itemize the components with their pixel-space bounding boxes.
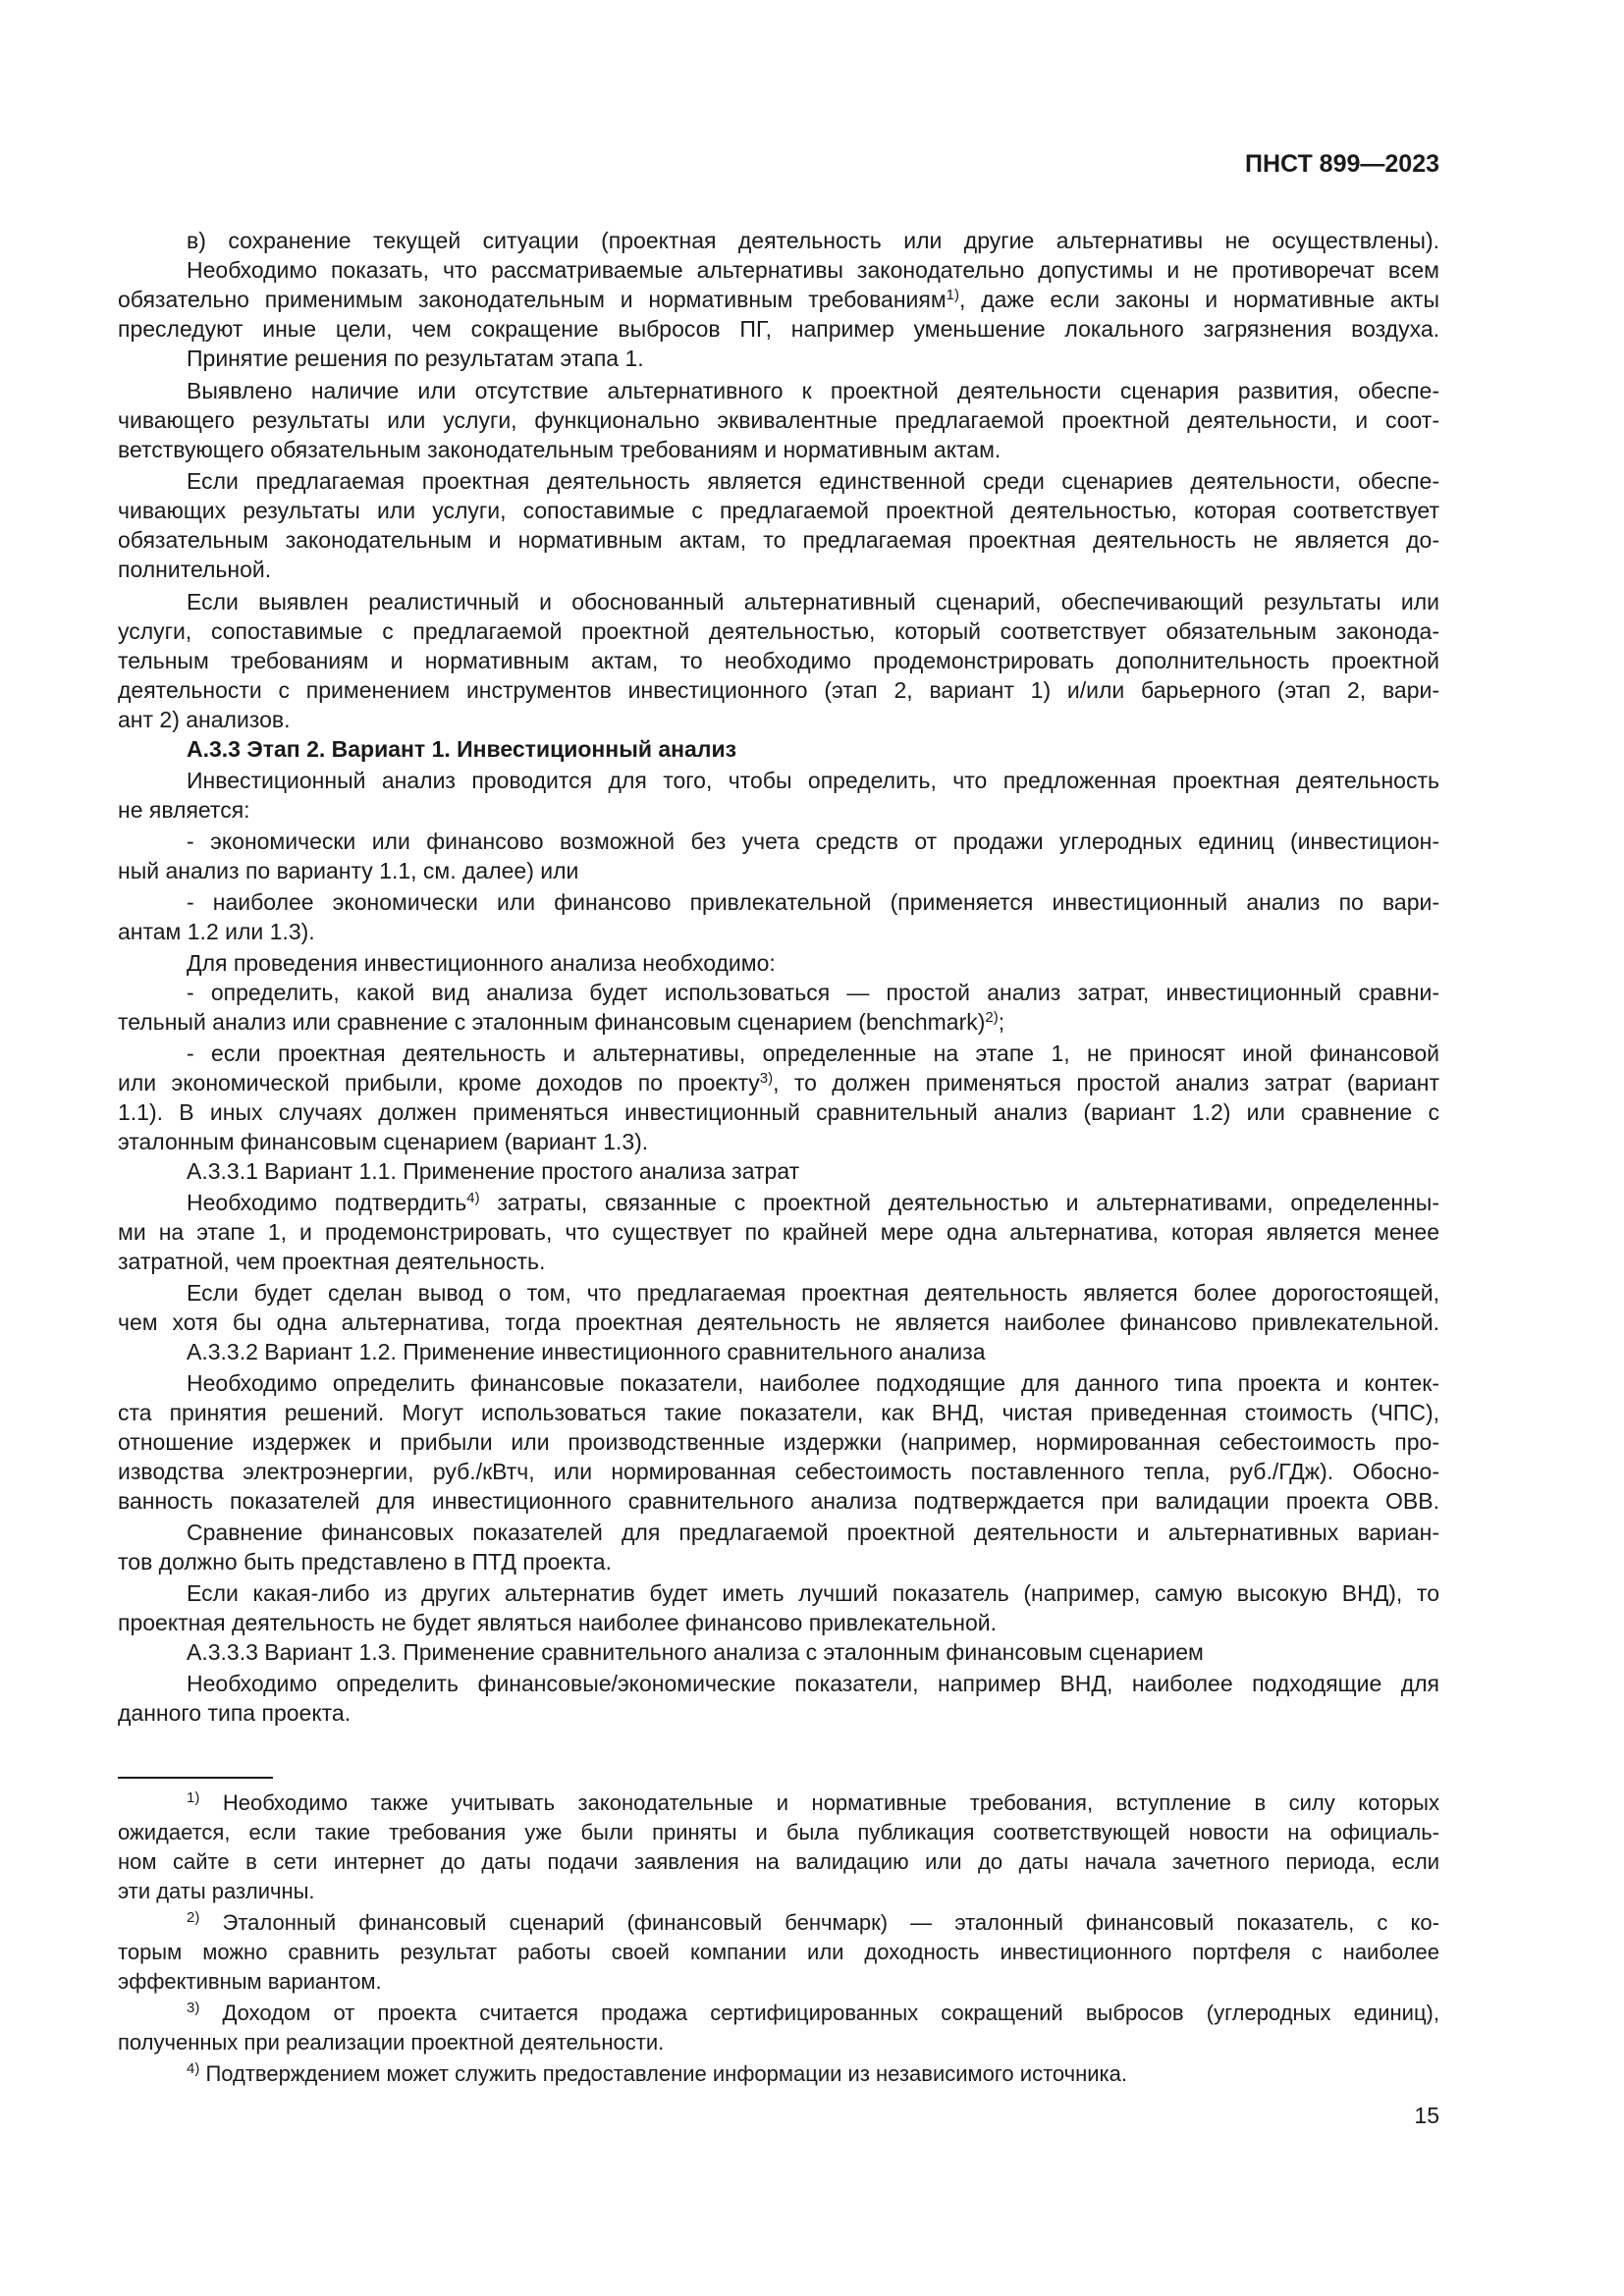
footnote-mark: 2) bbox=[187, 1909, 200, 1926]
text-line: Принятие решения по результатам этапа 1. bbox=[187, 346, 644, 371]
text-line: Если будет сделан вывод о том, что предлагаемая проектная деятельность является более дорогостоящей, bbox=[187, 1280, 1439, 1306]
text-line: проектная деятельность не будет являться наиболее финансово привлекательной. bbox=[118, 1610, 997, 1635]
footnote-line: эти даты различны. bbox=[118, 1879, 315, 1903]
text-span: или экономической прибыли, кроме доходов по проекту bbox=[118, 1070, 760, 1095]
subsection-heading: А.3.3.1 Вариант 1.1. Применение простого анализа затрат bbox=[187, 1158, 800, 1184]
text-line: услуги, сопоставимые с предлагаемой проектной деятельностью, который соответствует обязательным законода- bbox=[118, 618, 1439, 644]
text-line: обязательным законодательным и нормативным актам, то предлагаемая проектная деятельность не является до- bbox=[118, 527, 1439, 553]
text-line: Инвестиционный анализ проводится для того, чтобы определить, что предложенная проектная деятельность bbox=[187, 768, 1439, 793]
text-span: Необходимо подтвердить bbox=[187, 1190, 467, 1215]
footnote-ref: 3) bbox=[759, 1070, 774, 1087]
footnote-line bbox=[187, 1789, 1439, 1818]
footnote-separator bbox=[118, 1777, 273, 1779]
text-line: - экономически или финансово возможной без учета средств от продажи углеродных единиц (инвестицион- bbox=[187, 828, 1439, 854]
text-line: Сравнение финансовых показателей для предлагаемой проектной деятельности и альтернативных вариан- bbox=[187, 1520, 1439, 1545]
footnote-ref: 4) bbox=[466, 1190, 480, 1206]
footnote-line bbox=[187, 2059, 1439, 2089]
text-span: обязательно применимым законодательным и нормативным требованиям bbox=[118, 287, 947, 312]
footnote-mark: 1) bbox=[187, 1789, 200, 1806]
text-span: Доходом от проекта считается продажа сертифицированных сокращений выбросов (углеродных единиц), bbox=[199, 2001, 1439, 2025]
footnote-mark: 3) bbox=[187, 2000, 200, 2016]
text-line: - наиболее экономически или финансово привлекательной (применяется инвестиционный анализ по вари- bbox=[187, 889, 1439, 915]
text-line: в) сохранение текущей ситуации (проектная деятельность или другие альтернативы не осуществлены). bbox=[187, 228, 1439, 253]
footnote-line bbox=[187, 1908, 1439, 1938]
text-line: затратной, чем проектная деятельность. bbox=[118, 1249, 546, 1274]
text-line: данного типа проекта. bbox=[118, 1700, 352, 1726]
text-line: Необходимо определить финансовые показатели, наиболее подходящие для данного типа проекта и контек- bbox=[187, 1370, 1439, 1396]
text-span: Необходимо также учитывать законодательные и нормативные требования, вступление в силу которых bbox=[199, 1790, 1439, 1815]
subsection-heading: А.3.3.3 Вариант 1.3. Применение сравнительного анализа с эталонным финансовым сценарием bbox=[187, 1639, 1204, 1665]
text-line: - определить, какой вид анализа будет использоваться — простой анализ затрат, инвестиционный сравни- bbox=[187, 980, 1439, 1005]
footnote-ref: 1) bbox=[946, 287, 959, 303]
footnote-line: полученных при реализации проектной деятельности. bbox=[118, 2030, 665, 2055]
text-line: - если проектная деятельность и альтернативы, определенные на этапе 1, не приносят иной финансовой bbox=[187, 1041, 1439, 1066]
text-line: Если выявлен реалистичный и обоснованный альтернативный сценарий, обеспечивающий результаты или bbox=[187, 589, 1439, 614]
text-line: не является: bbox=[118, 797, 250, 823]
text-span: , даже если законы и нормативные акты bbox=[958, 287, 1439, 312]
page-number: 15 bbox=[1414, 2103, 1439, 2128]
text-line: ный анализ по варианту 1.1, см. далее) или bbox=[118, 858, 579, 883]
text-span: затраты, связанные с проектной деятельностью и альтернативами, определенны- bbox=[479, 1190, 1439, 1215]
text-span: тельный анализ или сравнение с эталонным финансовым сценарием (benchmark) bbox=[118, 1009, 986, 1035]
text-line bbox=[118, 1068, 1439, 1097]
text-line: изводства электроэнергии, руб./кВтч, или нормированная себестоимость поставленного тепла, руб./ГДж). Обосно- bbox=[118, 1459, 1439, 1484]
footnote-line: эффективным вариантом. bbox=[118, 1969, 382, 1994]
footnote-ref: 2) bbox=[985, 1009, 999, 1026]
text-line: чивающего результаты или услуги, функционально эквивалентные предлагаемой проектной деятельности, и соот- bbox=[118, 407, 1439, 433]
footnote-line: торым можно сравнить результат работы своей компании или доходность инвестиционного портфеля с наиболее bbox=[118, 1940, 1439, 1964]
section-heading: А.3.3 Этап 2. Вариант 1. Инвестиционный анализ bbox=[187, 736, 737, 762]
text-line: антам 1.2 или 1.3). bbox=[118, 919, 315, 944]
text-line: Если предлагаемая проектная деятельность является единственной среди сценариев деятельности, обеспе- bbox=[187, 468, 1439, 494]
footnote-line bbox=[187, 1999, 1439, 2028]
text-span: Подтверждением может служить предоставление информации из независимого источника. bbox=[199, 2061, 1128, 2086]
footnote-mark: 4) bbox=[187, 2060, 200, 2077]
text-line bbox=[118, 285, 1439, 314]
text-line: Необходимо определить финансовые/экономические показатели, например ВНД, наиболее подходящие для bbox=[187, 1671, 1439, 1696]
text-line: ванность показателей для инвестиционного сравнительного анализа подтверждается при валидации проекта ОВВ. bbox=[118, 1488, 1439, 1514]
text-line: 1.1). В иных случаях должен применяться инвестиционный сравнительный анализ (вариант 1.2) или сравнение с bbox=[118, 1099, 1439, 1125]
text-line: чивающих результаты или услуги, сопоставимые с предлагаемой проектной деятельностью, которая соответствует bbox=[118, 498, 1439, 523]
text-span: Эталонный финансовый сценарий (финансовый бенчмарк) — эталонный финансовый показатель, с ко- bbox=[199, 1910, 1439, 1935]
text-line bbox=[118, 1007, 1439, 1037]
text-line: деятельности с применением инструментов инвестиционного (этап 2, вариант 1) и/или барьерного (этап 2, вари- bbox=[118, 677, 1439, 703]
text-line: эталонным финансовым сценарием (вариант 1.3). bbox=[118, 1129, 649, 1154]
text-line: тельным требованиям и нормативным актам, то необходимо продемонстрировать дополнительность проектной bbox=[118, 648, 1439, 673]
text-line: отношение издержек и прибыли или производственные издержки (например, нормированная себестоимость про- bbox=[118, 1429, 1439, 1455]
text-span: , то должен применяться простой анализ затрат (вариант bbox=[773, 1070, 1439, 1095]
footnote-line: ожидается, если такие требования уже были приняты и была публикация соответствующей новости на официаль- bbox=[118, 1820, 1439, 1844]
footnote-line: ном сайте в сети интернет до даты подачи заявления на валидацию или до даты начала зачетного периода, если bbox=[118, 1849, 1439, 1874]
text-line: Для проведения инвестиционного анализа необходимо: bbox=[187, 950, 776, 976]
text-line: Если какая-либо из других альтернатив будет иметь лучший показатель (например, самую высокую ВНД), то bbox=[187, 1580, 1439, 1606]
text-line: преследуют иные цели, чем сокращение выбросов ПГ, например уменьшение локального загрязнения воздуха. bbox=[118, 316, 1439, 342]
text-line: полнительной. bbox=[118, 557, 272, 582]
document-code: ПНСТ 899—2023 bbox=[1245, 150, 1439, 178]
text-line: ми на этапе 1, и продемонстрировать, что существует по крайней мере одна альтернатива, которая является менее bbox=[118, 1219, 1439, 1245]
text-line: ветствующего обязательным законодательным требованиям и нормативным актам. bbox=[118, 437, 1001, 462]
text-line: тов должно быть представлено в ПТД проекта. bbox=[118, 1549, 612, 1575]
text-span: ; bbox=[998, 1009, 1005, 1035]
text-line: ста принятия решений. Могут использоваться такие показатели, как ВНД, чистая приведенная стоимость (ЧПС), bbox=[118, 1400, 1439, 1425]
text-line: Выявлено наличие или отсутствие альтернативного к проектной деятельности сценария развития, обеспе- bbox=[187, 378, 1439, 403]
text-line bbox=[187, 1188, 1439, 1217]
text-line: Необходимо показать, что рассматриваемые альтернативы законодательно допустимы и не противоречат всем bbox=[187, 257, 1439, 283]
text-line: ант 2) анализов. bbox=[118, 707, 291, 732]
text-line: чем хотя бы одна альтернатива, тогда проектная деятельность не является наиболее финансово привлекательной. bbox=[118, 1309, 1439, 1335]
subsection-heading: А.3.3.2 Вариант 1.2. Применение инвестиционного сравнительного анализа bbox=[187, 1339, 986, 1364]
